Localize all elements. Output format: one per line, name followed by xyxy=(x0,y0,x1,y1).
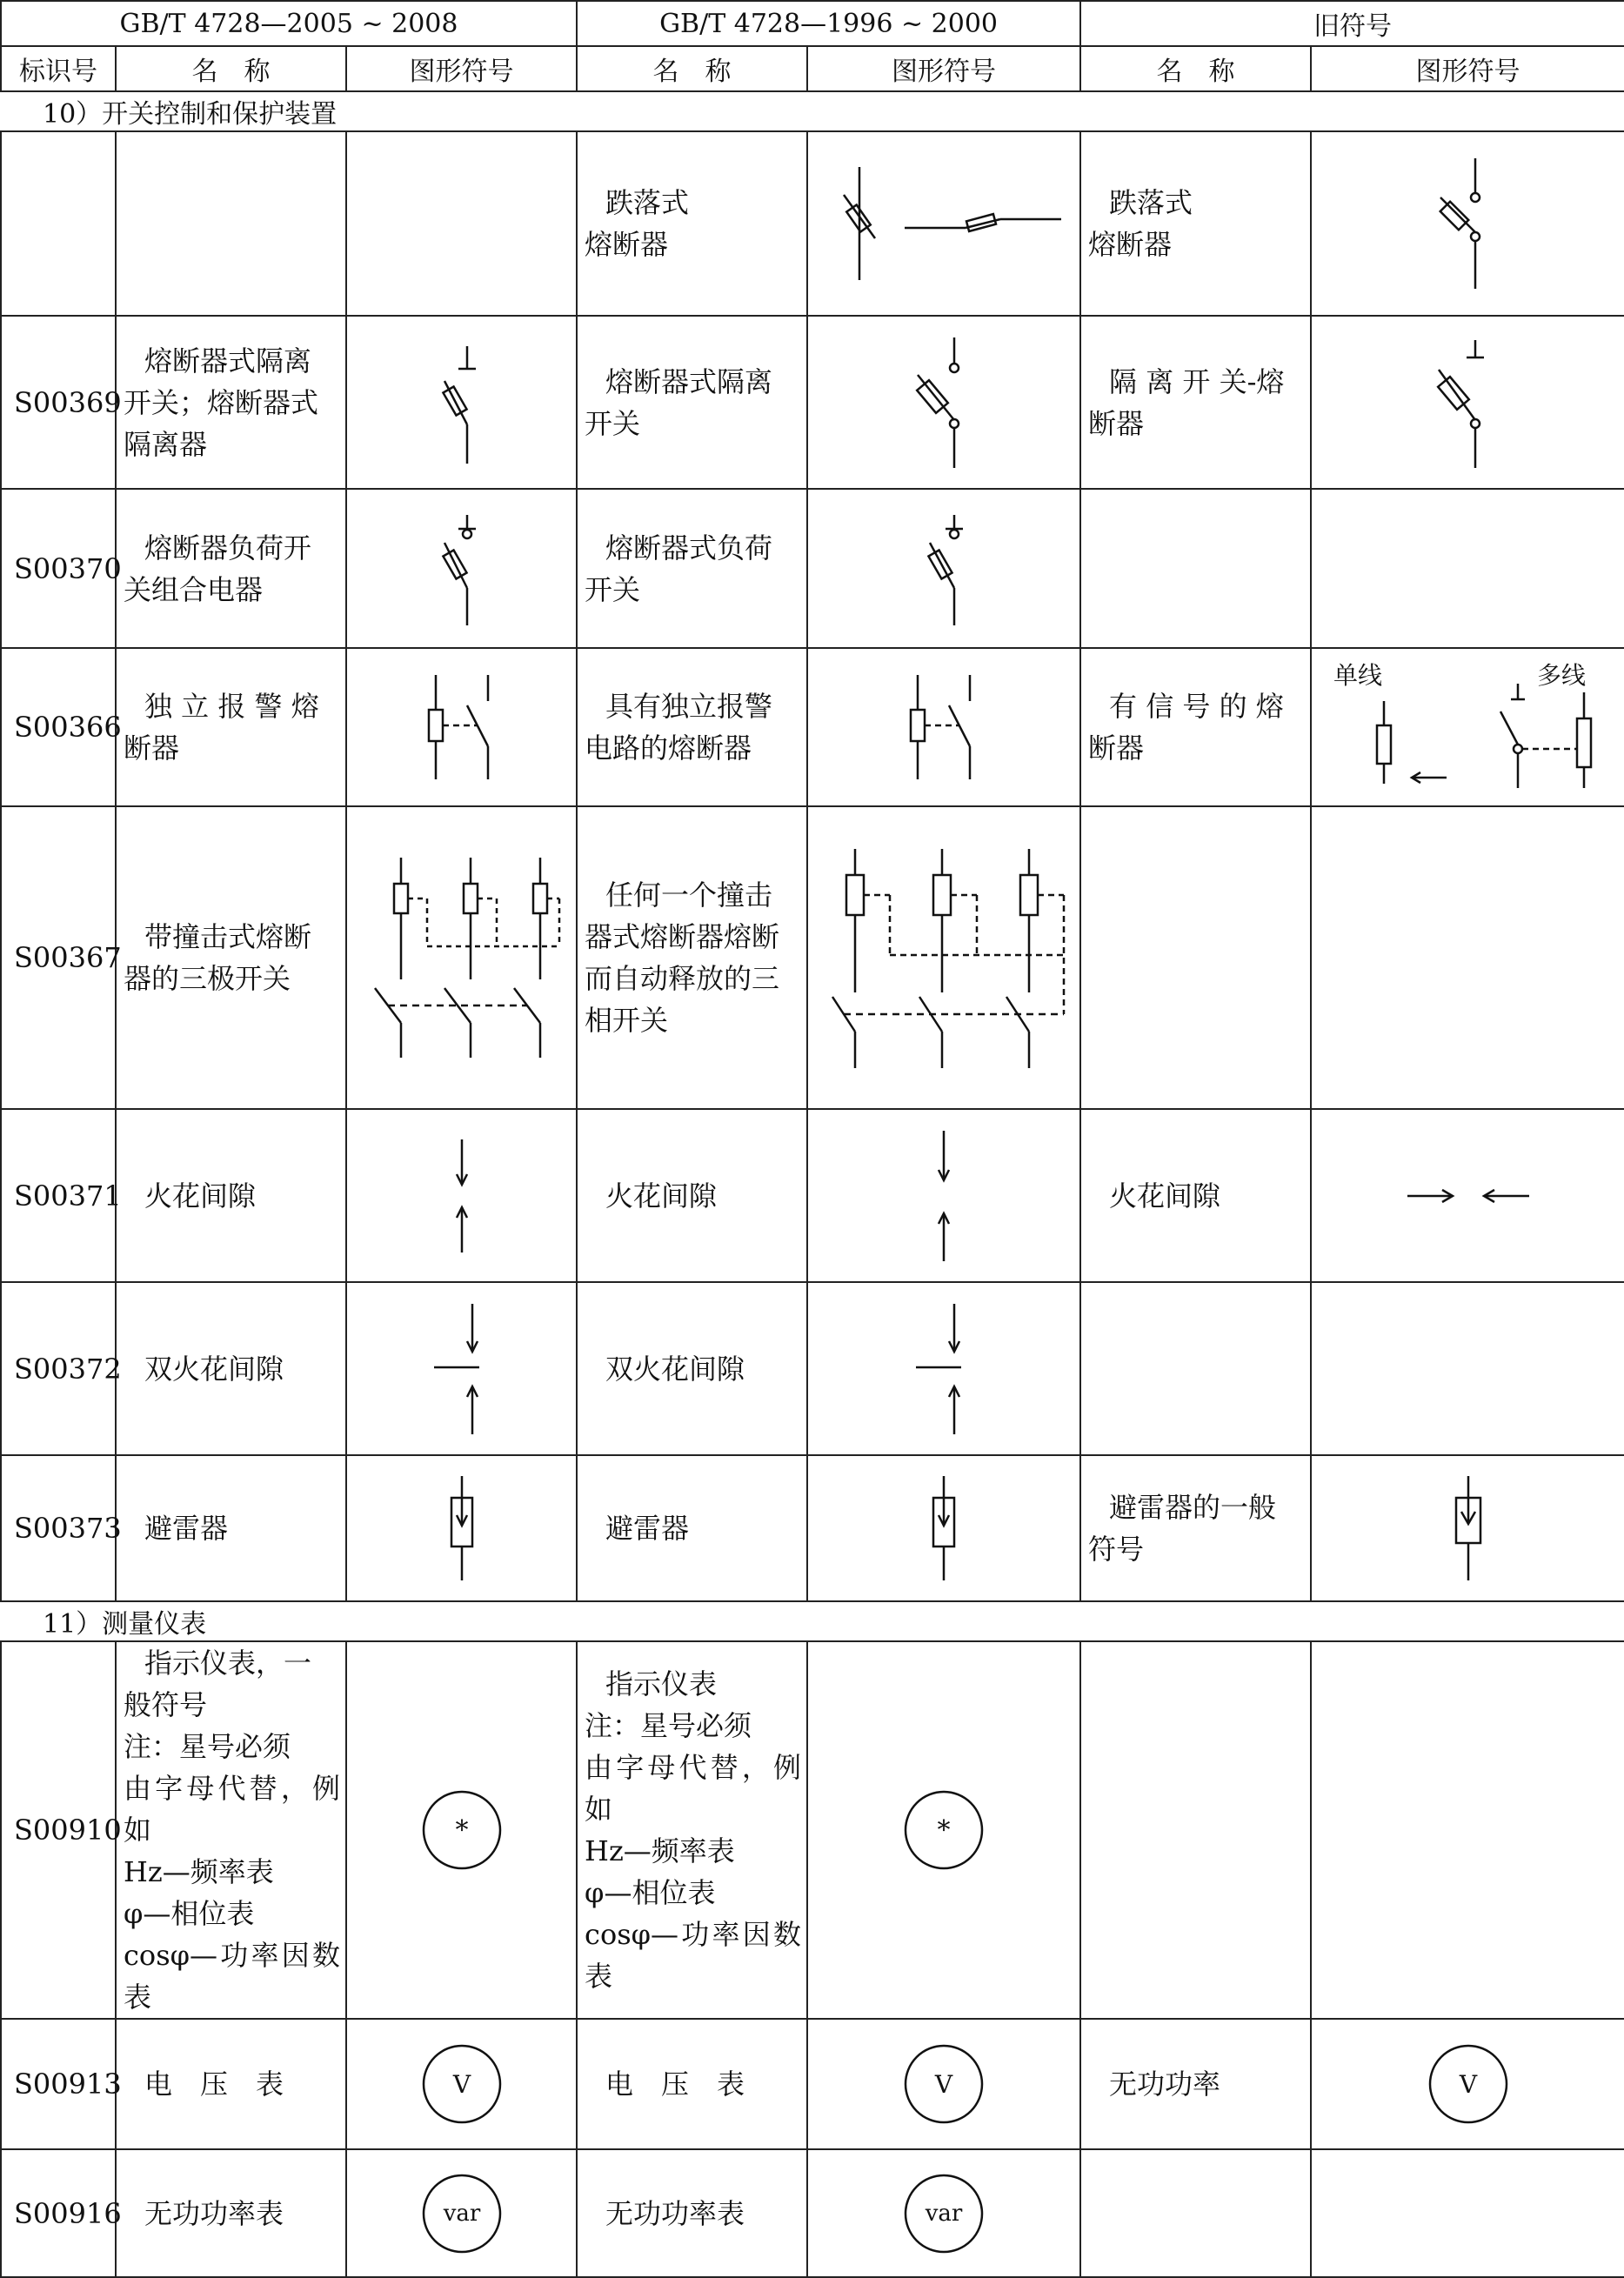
header-col-name: 名 称 xyxy=(1080,46,1311,91)
name-line: 熔断器式负荷 xyxy=(605,531,773,564)
name-line: 开关 xyxy=(585,572,641,606)
name-old xyxy=(1080,1641,1311,2019)
header-col-symbol: 图形符号 xyxy=(807,46,1080,91)
header-col-name: 名 称 xyxy=(577,46,807,91)
header-row-columns xyxy=(1,46,1624,91)
name-96 xyxy=(577,489,807,648)
name-old xyxy=(1080,1109,1311,1282)
name-line: 熔断器式隔离 xyxy=(605,364,773,398)
section-title: 11）测量仪表 xyxy=(1,1601,1624,1641)
symbol-old xyxy=(1311,316,1624,489)
name-line: 避雷器 xyxy=(144,1512,229,1545)
voltmeter-symbol xyxy=(418,2041,505,2128)
name-old xyxy=(1080,1282,1311,1455)
name-old xyxy=(1080,1455,1311,1601)
symbol-new xyxy=(346,316,577,489)
symbol-new xyxy=(346,648,577,806)
symbol-96 xyxy=(807,1641,1080,2019)
symbol-new xyxy=(346,1109,577,1282)
name-new xyxy=(116,2019,346,2149)
voltmeter-label: V xyxy=(934,2070,953,2099)
table-row xyxy=(1,316,1624,489)
name-line: 火花间隙 xyxy=(605,1179,718,1212)
symbol-old xyxy=(1311,1282,1624,1455)
name-line: φ—相位表 xyxy=(585,1876,716,1909)
name-new xyxy=(116,489,346,648)
spark-gap-symbol xyxy=(436,1131,488,1261)
name-line: 熔断器式隔离 xyxy=(144,344,312,377)
name-line: 避雷器的一般 xyxy=(1109,1491,1277,1524)
name-new xyxy=(116,1282,346,1455)
name-96 xyxy=(577,316,807,489)
name-line: 避雷器 xyxy=(605,1512,690,1545)
header-col-name: 名 称 xyxy=(116,46,346,91)
name-line: 无功功率 xyxy=(1109,2068,1221,2101)
single-line-label: 单线 xyxy=(1333,661,1382,690)
varmeter-96-symbol xyxy=(900,2170,987,2257)
header-col-symbol: 图形符号 xyxy=(346,46,577,91)
fuse-disconnector-96-symbol xyxy=(892,333,996,472)
meter-star-label: * xyxy=(937,1815,951,1846)
row-id: S00913 xyxy=(1,2019,116,2149)
name-new xyxy=(116,1641,346,2019)
name-line: 断器 xyxy=(124,731,180,765)
row-id: S00910 xyxy=(1,1641,116,2019)
row-id: S00366 xyxy=(1,648,116,806)
header-row-standards xyxy=(1,1,1624,46)
symbol-new xyxy=(346,2019,577,2149)
name-96 xyxy=(577,131,807,316)
symbol-96 xyxy=(807,1282,1080,1455)
symbol-96 xyxy=(807,1455,1080,1601)
name-96 xyxy=(577,1282,807,1455)
disconnector-fuse-old-symbol xyxy=(1416,333,1520,472)
three-phase-striker-switch-symbol xyxy=(813,840,1074,1075)
name-line: 任何一个撞击 xyxy=(605,878,773,912)
surge-arrester-symbol xyxy=(436,1472,488,1585)
name-line: 无功功率表 xyxy=(605,2196,745,2230)
surge-arrester-96-symbol xyxy=(918,1472,970,1585)
name-line: 符号 xyxy=(1088,1533,1145,1566)
meter-star-symbol xyxy=(418,1787,505,1874)
voltmeter-old-symbol xyxy=(1425,2041,1512,2128)
table-row xyxy=(1,1109,1624,1282)
name-old xyxy=(1080,489,1311,648)
name-line: φ—相位表 xyxy=(124,1897,255,1930)
name-old xyxy=(1080,2149,1311,2277)
symbol-96 xyxy=(807,1109,1080,1282)
name-line: Hz—频率表 xyxy=(124,1855,274,1888)
varmeter-label: var xyxy=(925,2200,963,2227)
name-line: 电 压 表 xyxy=(605,2068,745,2101)
name-line: 开关；熔断器式 xyxy=(124,385,319,419)
name-old xyxy=(1080,648,1311,806)
name-new xyxy=(116,131,346,316)
name-line: 熔断器 xyxy=(585,228,669,261)
row-id: S00372 xyxy=(1,1282,116,1455)
name-new xyxy=(116,1109,346,1282)
name-old xyxy=(1080,2019,1311,2149)
multi-line-label: 多线 xyxy=(1536,661,1586,690)
fuse-disconnector-symbol xyxy=(418,337,505,468)
name-line: 开关 xyxy=(585,406,641,440)
spark-gap-96-symbol xyxy=(918,1126,970,1266)
symbol-96 xyxy=(807,806,1080,1109)
name-line: 隔 离 开 关-熔 xyxy=(1109,364,1285,398)
header-col-symbol: 图形符号 xyxy=(1311,46,1624,91)
row-id: S00371 xyxy=(1,1109,116,1282)
symbol-old xyxy=(1311,131,1624,316)
header-std-1996: GB/T 4728—1996 ~ 2000 xyxy=(577,1,1080,46)
name-line: 注：星号必须 xyxy=(585,1709,752,1742)
double-spark-gap-96-symbol xyxy=(900,1299,987,1439)
fuse-switch-96-symbol xyxy=(900,508,987,630)
name-line: 独 立 报 警 熔 xyxy=(144,690,319,723)
name-line: 由字母代替，例如 xyxy=(585,1751,802,1826)
symbol-new xyxy=(346,1455,577,1601)
fuse-switch-symbol xyxy=(418,508,505,630)
row-id: S00373 xyxy=(1,1455,116,1601)
row-id: S00916 xyxy=(1,2149,116,2277)
section-row xyxy=(1,91,1624,131)
voltmeter-96-symbol xyxy=(900,2041,987,2128)
symbol-new xyxy=(346,1641,577,2019)
alarm-fuse-symbol xyxy=(401,666,523,788)
row-id: S00367 xyxy=(1,806,116,1109)
name-line: 带撞击式熔断 xyxy=(144,920,312,953)
header-old: 旧符号 xyxy=(1080,1,1624,46)
table-row xyxy=(1,2019,1624,2149)
name-line: 指示仪表，一 xyxy=(144,1647,312,1680)
spark-gap-old-symbol xyxy=(1399,1179,1538,1213)
name-line: 器的三极开关 xyxy=(124,962,291,995)
surge-arrester-old-symbol xyxy=(1442,1472,1494,1585)
name-line: 跌落式 xyxy=(605,186,690,219)
table-row xyxy=(1,1641,1624,2019)
name-line: 双火花间隙 xyxy=(605,1352,745,1386)
header-col-id: 标识号 xyxy=(1,46,116,91)
name-line: 般符号 xyxy=(124,1688,208,1721)
symbol-old xyxy=(1311,2149,1624,2277)
row-id xyxy=(1,131,116,316)
name-96 xyxy=(577,2149,807,2277)
name-new xyxy=(116,316,346,489)
symbol-old xyxy=(1311,1455,1624,1601)
name-new xyxy=(116,1455,346,1601)
symbol-96 xyxy=(807,489,1080,648)
table-row xyxy=(1,131,1624,316)
name-line: 注：星号必须 xyxy=(124,1730,291,1763)
name-line: 有 信 号 的 熔 xyxy=(1109,690,1284,723)
name-line: 跌落式 xyxy=(1109,186,1193,219)
name-line: 电路的熔断器 xyxy=(585,731,752,765)
varmeter-symbol xyxy=(418,2170,505,2257)
symbol-new xyxy=(346,806,577,1109)
name-line: 火花间隙 xyxy=(144,1179,257,1212)
name-new xyxy=(116,648,346,806)
table-row xyxy=(1,806,1624,1109)
name-line: 由字母代替，例如 xyxy=(124,1772,340,1847)
name-line: 关组合电器 xyxy=(124,572,264,606)
symbol-old xyxy=(1311,806,1624,1109)
section-row xyxy=(1,1601,1624,1641)
name-96 xyxy=(577,1455,807,1601)
name-new xyxy=(116,2149,346,2277)
symbol-old xyxy=(1311,2019,1624,2149)
name-line: 器式熔断器熔断 xyxy=(585,920,780,953)
name-old xyxy=(1080,131,1311,316)
name-line: 隔离器 xyxy=(124,427,208,461)
symbol-old xyxy=(1311,648,1624,806)
dropout-fuse-old-symbol xyxy=(1416,154,1520,293)
section-title: 10）开关控制和保护装置 xyxy=(1,91,1624,131)
table-row xyxy=(1,2149,1624,2277)
name-old xyxy=(1080,806,1311,1109)
symbol-96 xyxy=(807,131,1080,316)
row-id: S00370 xyxy=(1,489,116,648)
alarm-fuse-96-symbol xyxy=(883,666,1005,788)
symbol-old xyxy=(1311,1641,1624,2019)
table-row xyxy=(1,1455,1624,1601)
name-line: Hz—频率表 xyxy=(585,1834,735,1867)
symbol-96 xyxy=(807,2019,1080,2149)
name-line: 断器 xyxy=(1088,731,1145,765)
name-96 xyxy=(577,1109,807,1282)
varmeter-label: var xyxy=(443,2200,480,2227)
name-line: 熔断器 xyxy=(1088,228,1173,261)
symbol-new xyxy=(346,1282,577,1455)
name-line: 相开关 xyxy=(585,1004,669,1037)
name-96 xyxy=(577,806,807,1109)
meter-star-96-symbol xyxy=(900,1787,987,1874)
voltmeter-label: V xyxy=(1459,2070,1477,2099)
name-old xyxy=(1080,316,1311,489)
signal-fuse-old-symbol xyxy=(1316,658,1621,797)
symbol-new xyxy=(346,2149,577,2277)
name-new xyxy=(116,806,346,1109)
table-row xyxy=(1,648,1624,806)
dropout-fuse-symbol xyxy=(818,158,1070,289)
name-96 xyxy=(577,2019,807,2149)
name-line: 指示仪表 xyxy=(605,1667,718,1700)
symbol-96 xyxy=(807,2149,1080,2277)
symbol-96 xyxy=(807,316,1080,489)
name-96 xyxy=(577,1641,807,2019)
name-line: cosφ—功率因数表 xyxy=(124,1939,340,2014)
name-line: 具有独立报警 xyxy=(605,690,773,723)
table-row xyxy=(1,1282,1624,1455)
symbol-old xyxy=(1311,1109,1624,1282)
name-line: 无功功率表 xyxy=(144,2196,284,2230)
symbol-old xyxy=(1311,489,1624,648)
name-line: cosφ—功率因数表 xyxy=(585,1918,802,1993)
name-line: 电 压 表 xyxy=(144,2068,284,2101)
symbol-new xyxy=(346,489,577,648)
symbol-new xyxy=(346,131,577,316)
meter-star-label: * xyxy=(455,1815,469,1846)
header-std-2005: GB/T 4728—2005 ~ 2008 xyxy=(1,1,577,46)
name-line: 而自动释放的三 xyxy=(585,962,780,995)
name-line: 熔断器负荷开 xyxy=(144,531,312,564)
three-pole-striker-switch-symbol xyxy=(358,849,566,1066)
name-line: 火花间隙 xyxy=(1109,1179,1221,1212)
double-spark-gap-symbol xyxy=(418,1299,505,1439)
row-id: S00369 xyxy=(1,316,116,489)
name-line: 断器 xyxy=(1088,406,1145,440)
voltmeter-label: V xyxy=(452,2070,471,2099)
table-row xyxy=(1,489,1624,648)
symbol-96 xyxy=(807,648,1080,806)
name-96 xyxy=(577,648,807,806)
name-line: 双火花间隙 xyxy=(144,1352,284,1386)
